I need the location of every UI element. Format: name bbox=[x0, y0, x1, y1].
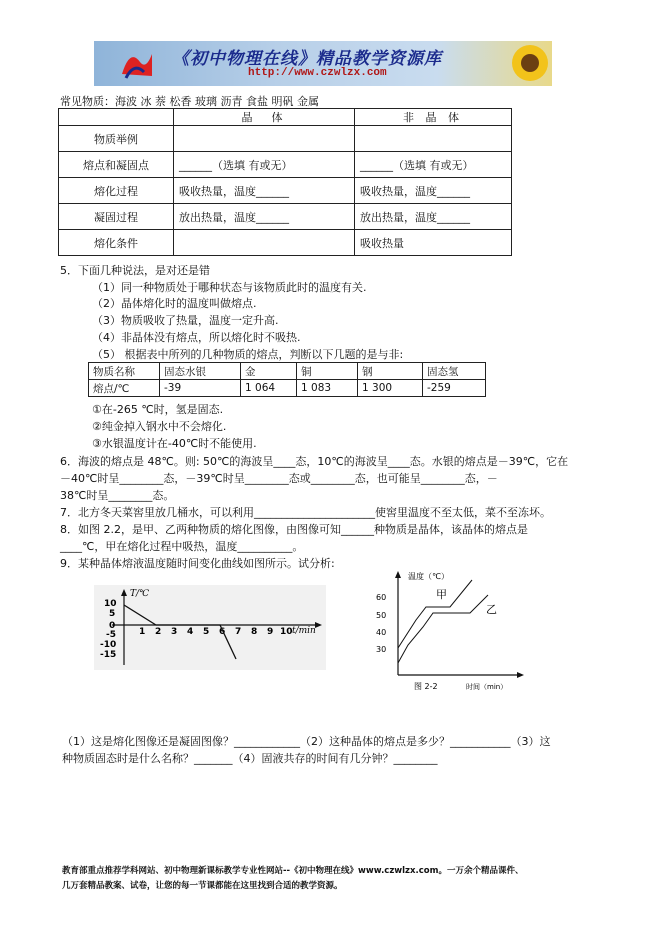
q5-item: （1）同一种物质处于哪种状态与该物质此时的温度有关. bbox=[92, 281, 367, 294]
x-tick-label: 6 bbox=[219, 627, 226, 637]
series-jia-label: 甲 bbox=[436, 588, 447, 601]
table-cell: 钢 bbox=[358, 363, 423, 380]
table-row bbox=[59, 178, 512, 204]
y-axis-label: 温度（℃） bbox=[408, 572, 449, 581]
x-tick-label: 3 bbox=[171, 627, 178, 637]
y-axis-arrow-icon bbox=[395, 571, 401, 578]
table-cell: 铜 bbox=[297, 363, 358, 380]
y-axis-label: T/℃ bbox=[130, 589, 150, 599]
y-tick-label: -10 bbox=[100, 640, 117, 650]
q5-sub-item: ②纯金掉入钢水中不会熔化. bbox=[92, 420, 227, 433]
common-substances: 常见物质：海波 冰 萘 松香 玻璃 沥青 食盐 明矾 金属 bbox=[60, 95, 319, 108]
table-cell: 熔化条件 bbox=[59, 230, 174, 256]
table-cell bbox=[59, 109, 174, 126]
x-tick-label: 4 bbox=[187, 627, 194, 637]
q5-sub-item: ①在-265 ℃时，氢是固态. bbox=[92, 403, 224, 416]
table-cell: ______（选填 有或无） bbox=[355, 152, 512, 178]
table-cell: 金 bbox=[241, 363, 297, 380]
q6-line: 6．海波的熔点是 48℃。则: 50℃的海波呈____态，10℃的海波呈____态。水银的熔点是－39℃，它在 bbox=[60, 455, 569, 468]
crystal-comparison-table bbox=[58, 108, 512, 256]
table-row bbox=[89, 380, 486, 397]
table-cell: 吸收热量，温度______ bbox=[174, 178, 355, 204]
q5-sub-item: ③水银温度计在-40℃时不能使用. bbox=[92, 437, 257, 450]
q5-title: 5．下面几种说法，是对还是错 bbox=[60, 264, 210, 277]
table-cell: ______（选填 有或无） bbox=[174, 152, 355, 178]
x-tick-label: 9 bbox=[267, 627, 274, 637]
y-tick-label: 50 bbox=[376, 611, 387, 620]
table-cell: 物质名称 bbox=[89, 363, 160, 380]
table-cell bbox=[174, 230, 355, 256]
table-cell: 放出热量，温度______ bbox=[174, 204, 355, 230]
x-tick-label: 1 bbox=[139, 627, 146, 637]
table-cell: -259 bbox=[423, 380, 486, 397]
table-cell: 固态氢 bbox=[423, 363, 486, 380]
table-header-crystal: 晶 体 bbox=[174, 109, 355, 126]
table-cell: 熔点/℃ bbox=[89, 380, 160, 397]
q6-line: 38℃时呈________态。 bbox=[60, 489, 175, 502]
q5-item: （3）物质吸收了热量，温度一定升高. bbox=[92, 314, 279, 327]
table-row bbox=[59, 152, 512, 178]
y-tick-label: 0 bbox=[109, 621, 116, 631]
y-tick-label: 10 bbox=[104, 599, 117, 609]
q9-title: 9．某种晶体熔液温度随时间变化曲线如图所示。试分析: bbox=[60, 557, 335, 570]
cooling-graph bbox=[94, 585, 326, 670]
banner-title: 《初中物理在线》精品教学资源库 bbox=[172, 49, 442, 69]
q6-line: －40℃时呈________态，－39℃时呈________态或________态，也可能呈________态，－ bbox=[60, 472, 498, 485]
figure-caption: 图 2-2 bbox=[414, 682, 438, 691]
x-tick-label: 2 bbox=[155, 627, 162, 637]
q5-item: （2）晶体熔化时的温度叫做熔点. bbox=[92, 297, 257, 310]
table-row bbox=[59, 204, 512, 230]
table-cell: 熔点和凝固点 bbox=[59, 152, 174, 178]
table-row bbox=[89, 363, 486, 380]
table-cell: 凝固过程 bbox=[59, 204, 174, 230]
x-axis-label: t/min bbox=[292, 626, 316, 636]
table-cell: -39 bbox=[160, 380, 241, 397]
series-yi-label: 乙 bbox=[486, 603, 497, 616]
footer-line: 教育部重点推荐学科网站、初中物理新课标教学专业性网站--《初中物理在线》www.czwlzx.com。一万余个精品课件、 bbox=[62, 866, 524, 876]
y-tick-label: 40 bbox=[376, 628, 387, 637]
table-cell: 吸收热量，温度______ bbox=[355, 178, 512, 204]
x-tick-label: 10 bbox=[280, 627, 293, 637]
page-footer bbox=[62, 864, 523, 894]
q8-line: ____℃，甲在熔化过程中吸热，温度__________。 bbox=[60, 540, 304, 553]
table-cell: 物质举例 bbox=[59, 126, 174, 152]
y-tick-label: 60 bbox=[376, 593, 387, 602]
melting-point-table bbox=[88, 362, 486, 397]
x-axis-label: 时间（min） bbox=[466, 683, 508, 691]
table-cell bbox=[355, 126, 512, 152]
table-cell: 1 300 bbox=[358, 380, 423, 397]
table-header-row bbox=[59, 109, 512, 126]
table-row bbox=[59, 126, 512, 152]
melting-graph bbox=[368, 565, 528, 693]
table-cell: 固态水银 bbox=[160, 363, 241, 380]
x-tick-label: 5 bbox=[203, 627, 210, 637]
table-cell: 熔化过程 bbox=[59, 178, 174, 204]
header-banner bbox=[94, 41, 552, 86]
table-header-noncrystal: 非 晶 体 bbox=[355, 109, 512, 126]
x-tick-label: 7 bbox=[235, 627, 242, 637]
q5-item: （5） 根据表中所列的几种物质的熔点，判断以下几题的是与非: bbox=[92, 348, 404, 361]
table-cell: 1 064 bbox=[241, 380, 297, 397]
logo-icon bbox=[116, 44, 156, 84]
x-axis-arrow-icon bbox=[517, 672, 524, 678]
q8-line: 8．如图 2.2，是甲、乙两种物质的熔化图像，由图像可知______种物质是晶体，该晶体的熔点是 bbox=[60, 523, 528, 536]
q9-sub-line: 种物质固态时是什么名称？_______（4）固液共存的时间有几分钟？________ bbox=[62, 752, 438, 765]
footer-line: 几万套精品教案、试卷，让您的每一节课都能在这里找到合适的教学资源。 bbox=[62, 881, 343, 891]
table-cell: 吸收热量 bbox=[355, 230, 512, 256]
y-tick-label: -15 bbox=[100, 650, 117, 660]
y-tick-label: -5 bbox=[106, 630, 116, 640]
q5-item: （4）非晶体没有熔点，所以熔化时不吸热. bbox=[92, 331, 301, 344]
q9-sub-line: （1）这是熔化图像还是凝固图像？____________（2）这种晶体的熔点是多少？___________（3）这 bbox=[62, 735, 551, 748]
q7-text: 7．北方冬天菜窖里放几桶水，可以利用______________________使窖里温度不至太低，菜不至冻坏。 bbox=[60, 506, 551, 519]
y-tick-label: 30 bbox=[376, 645, 387, 654]
y-tick-label: 5 bbox=[109, 609, 116, 619]
x-tick-label: 8 bbox=[251, 627, 258, 637]
series-yi-curve bbox=[398, 595, 488, 663]
table-cell bbox=[174, 126, 355, 152]
series-jia-curve bbox=[398, 580, 472, 648]
table-cell: 放出热量，温度______ bbox=[355, 204, 512, 230]
sunflower-icon bbox=[506, 41, 552, 86]
table-cell: 1 083 bbox=[297, 380, 358, 397]
banner-url[interactable]: http://www.czwlzx.com bbox=[248, 67, 387, 79]
table-row bbox=[59, 230, 512, 256]
